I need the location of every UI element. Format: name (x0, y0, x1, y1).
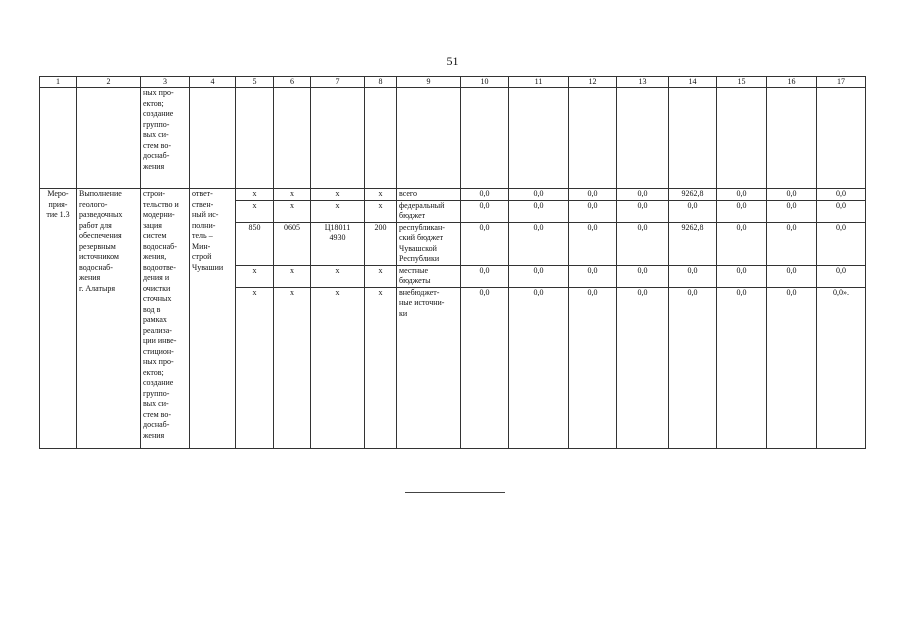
table-cell: x (274, 287, 311, 448)
table-cell: x (236, 265, 274, 287)
table-cell: 0,0 (509, 200, 569, 222)
table-cell: 0,0 (509, 222, 569, 265)
table-cell: x (311, 287, 365, 448)
table-cell: 0,0 (569, 287, 617, 448)
table-cell: 9262,8 (669, 189, 717, 201)
table-cell: 0,0 (817, 200, 866, 222)
table-cell: x (365, 265, 397, 287)
table-cell: 0,0 (569, 200, 617, 222)
funding-source: местные бюджеты (397, 265, 461, 287)
table-cell: 850 (236, 222, 274, 265)
table-cell: 0,0 (767, 200, 817, 222)
table-cell: 0,0 (509, 265, 569, 287)
table-cell: 0,0 (509, 189, 569, 201)
funding-source: федеральный бюджет (397, 200, 461, 222)
table-cell: x (236, 200, 274, 222)
table-cell: 0,0 (669, 287, 717, 448)
table-cell: x (365, 287, 397, 448)
header-row (40, 77, 866, 88)
table-cell: 200 (365, 222, 397, 265)
continuation-row (40, 88, 866, 189)
table-cell: Ц18011 4930 (311, 222, 365, 265)
responsible-executor: ответ- ствен- ный ис- полни- тель – Мин- строй Чувашии (190, 189, 236, 449)
table-cell: 0,0 (509, 287, 569, 448)
table-cell: 0,0 (617, 265, 669, 287)
footer-rule (405, 492, 505, 493)
table-cell: 0,0 (717, 287, 767, 448)
continuation-text: ных про- ектов; создание группо- вых си- стем во- доснаб- жения (141, 88, 190, 189)
table-cell: x (274, 200, 311, 222)
column-header: 14 (669, 77, 717, 88)
column-header: 16 (767, 77, 817, 88)
table-cell: x (311, 265, 365, 287)
table-cell: 0,0 (767, 222, 817, 265)
column-header: 11 (509, 77, 569, 88)
table-cell: 0,0 (617, 200, 669, 222)
column-header: 15 (717, 77, 767, 88)
table-cell: 0,0 (767, 189, 817, 201)
table-cell: x (274, 265, 311, 287)
table-cell: x (311, 189, 365, 201)
table-cell: 0,0 (669, 200, 717, 222)
column-header: 12 (569, 77, 617, 88)
table-cell: 0,0 (669, 265, 717, 287)
table-cell: 0,0 (461, 222, 509, 265)
budget-table (39, 76, 866, 449)
table-cell: 0,0 (717, 222, 767, 265)
funding-source: внебюджет- ные источни- ки (397, 287, 461, 448)
table-cell: 0,0 (767, 287, 817, 448)
table-cell: 0,0 (461, 189, 509, 201)
funding-source: всего (397, 189, 461, 201)
table-cell: x (274, 189, 311, 201)
column-header: 13 (617, 77, 669, 88)
column-header: 6 (274, 77, 311, 88)
table-cell: 0,0 (617, 189, 669, 201)
column-header: 8 (365, 77, 397, 88)
table-cell: 0,0 (617, 287, 669, 448)
table-cell: 0,0 (569, 189, 617, 201)
table-cell: 0,0 (461, 200, 509, 222)
table-cell: x (236, 189, 274, 201)
table-cell: 0,0 (569, 265, 617, 287)
column-header: 4 (190, 77, 236, 88)
activity-number: Меро- прия- тие 1.3 (40, 189, 77, 449)
column-header: 1 (40, 77, 77, 88)
table-cell: x (311, 200, 365, 222)
table-cell: 0,0 (461, 265, 509, 287)
table-cell: 0,0 (767, 265, 817, 287)
table-cell: x (365, 189, 397, 201)
table-cell: 0,0 (817, 222, 866, 265)
table-cell: x (236, 287, 274, 448)
table-row (40, 189, 866, 201)
activity-description: строи- тельство и модерни- зация систем водоснаб- жения, водоотве- дения и очистки сточных вод в рамках реализа- ции инве- стицион- ных про- ектов; создание группо- вых си- стем во- доснаб- жения (141, 189, 190, 449)
table-cell: 0,0 (617, 222, 669, 265)
activity-name: Выполнение геолого- разведочных работ для обеспечения резервным источником водоснаб- жения г. Алатыря (77, 189, 141, 449)
table-cell: 0,0». (817, 287, 866, 448)
table-cell: 0,0 (461, 287, 509, 448)
column-header: 10 (461, 77, 509, 88)
column-header: 7 (311, 77, 365, 88)
table-cell: 0605 (274, 222, 311, 265)
column-header: 5 (236, 77, 274, 88)
column-header: 3 (141, 77, 190, 88)
column-header: 17 (817, 77, 866, 88)
table-cell: 0,0 (717, 265, 767, 287)
funding-source: республикан- ский бюджет Чувашской Республики (397, 222, 461, 265)
table-cell: 0,0 (817, 265, 866, 287)
column-header: 2 (77, 77, 141, 88)
table-cell: x (365, 200, 397, 222)
table-cell: 0,0 (817, 189, 866, 201)
table-cell: 0,0 (717, 200, 767, 222)
column-header: 9 (397, 77, 461, 88)
table-cell: 0,0 (569, 222, 617, 265)
table-cell: 9262,8 (669, 222, 717, 265)
page-number: 51 (446, 54, 459, 68)
table-cell: 0,0 (717, 189, 767, 201)
